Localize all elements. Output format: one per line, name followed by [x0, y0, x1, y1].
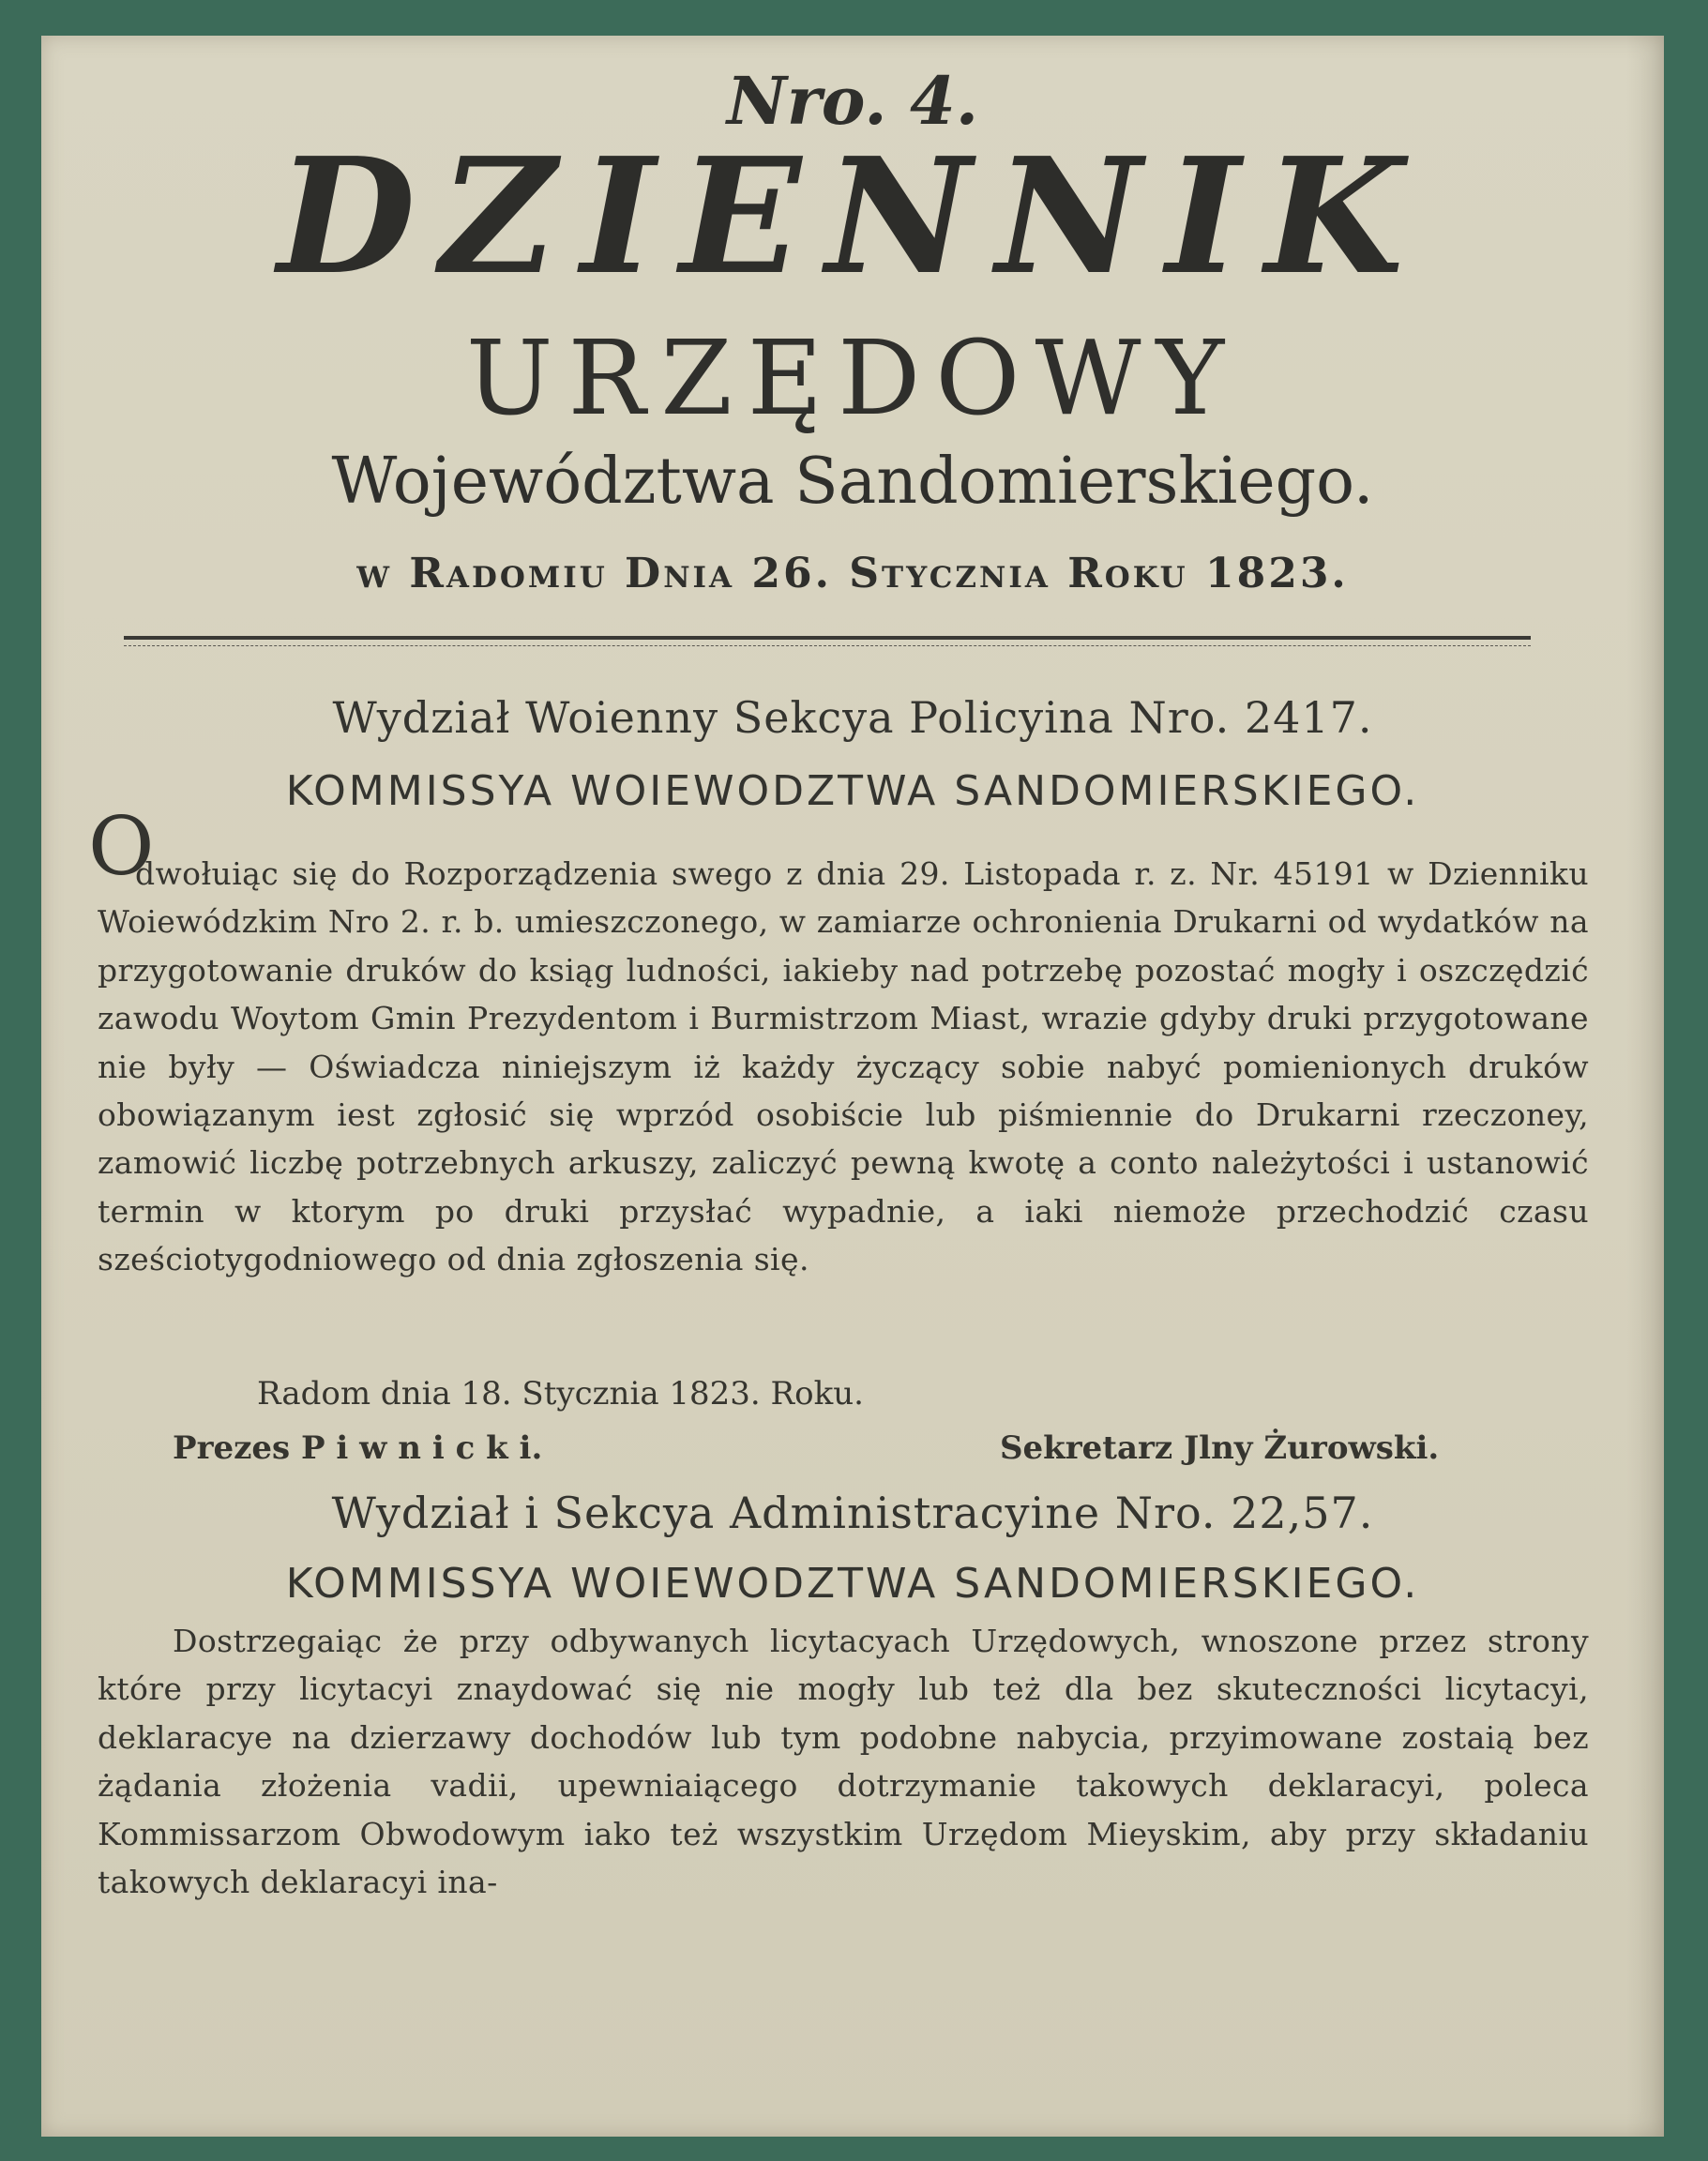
- notice2-commission-heading: KOMMISSYA WOIEWODZTWA SANDOMIERSKIEGO.: [285, 1560, 1420, 1608]
- notice2-body: Dostrzegaiąc że przy odbywanych licytacyach Urzędowych, wnoszone przez strony które przy licytacyi znaydować się nie mogły lub też dla bez skuteczności licytacyi, deklaracye na dzierzawy dochodów lub tym podobne nabycia, przyimowane zostaią bez żądania złożenia vadii, upewniaiącego dotrzymanie takowych deklaracyi, poleca Kommissarzom Obwodowym iako też wszystkim Urzędom Mieyskim, aby przy składaniu takowych deklaracyi ina-: [98, 1623, 1589, 1901]
- masthead-region: Województwa Sandomierskiego.: [331, 445, 1374, 519]
- masthead-rule-thin: [124, 645, 1531, 646]
- notice1-commission-heading: KOMMISSYA WOIEWODZTWA SANDOMIERSKIEGO.: [285, 767, 1420, 815]
- notice1-dropcap: O: [88, 800, 155, 894]
- issue-number: Nro. 4.: [726, 62, 979, 140]
- newspaper-page: [41, 36, 1664, 2137]
- masthead-dateline: w Radomiu Dnia 26. Stycznia Roku 1823.: [356, 550, 1349, 597]
- notice1-date: Radom dnia 18. Stycznia 1823. Roku.: [257, 1375, 864, 1413]
- notice1-body: dwołuiąc się do Rozporządzenia swego z dnia 29. Listopada r. z. Nr. 45191 w Dzienniku Woiewódzkim Nro 2. r. b. umieszczonego, w zamiarze ochronienia Drukarni od wydatków na przygotowanie druków do ksiąg ludności, iakieby nad potrzebę pozostać mogły i oszczędzić zawodu Woytom Gmin Prezydentom i Burmistrzom Miast, wrazie gdyby druki przygotowane nie były — Oświadcza niniejszym iż każdy życzący sobie nabyć pomienionych druków obowiązanym iest zgłosić się wprzód osobiście lub piśmiennie do Drukarni rzeczoney, zamowić liczbę potrzebnych arkuszy, zaliczyć pewną kwotę a conto należytości i ustanowić termin w ktorym po druki przysłać wypadnie, a iaki niemoże przechodzić czasu sześciotygodniowego od dnia zgłoszenia się.: [98, 855, 1589, 1278]
- masthead-rule: [124, 636, 1531, 640]
- notice1-president: Prezes P i w n i c k i.: [173, 1429, 543, 1467]
- masthead-title: DZIENNIK: [277, 123, 1428, 310]
- notice1-secretary: Sekretarz Jlny Żurowski.: [1000, 1429, 1440, 1467]
- notice1-section-heading: Wydział Woienny Sekcya Policyina Nro. 2417.: [332, 692, 1373, 743]
- notice2-section-heading: Wydział i Sekcya Administracyine Nro. 22,57.: [331, 1488, 1374, 1538]
- masthead-subtitle: URZĘDOWY: [465, 318, 1240, 438]
